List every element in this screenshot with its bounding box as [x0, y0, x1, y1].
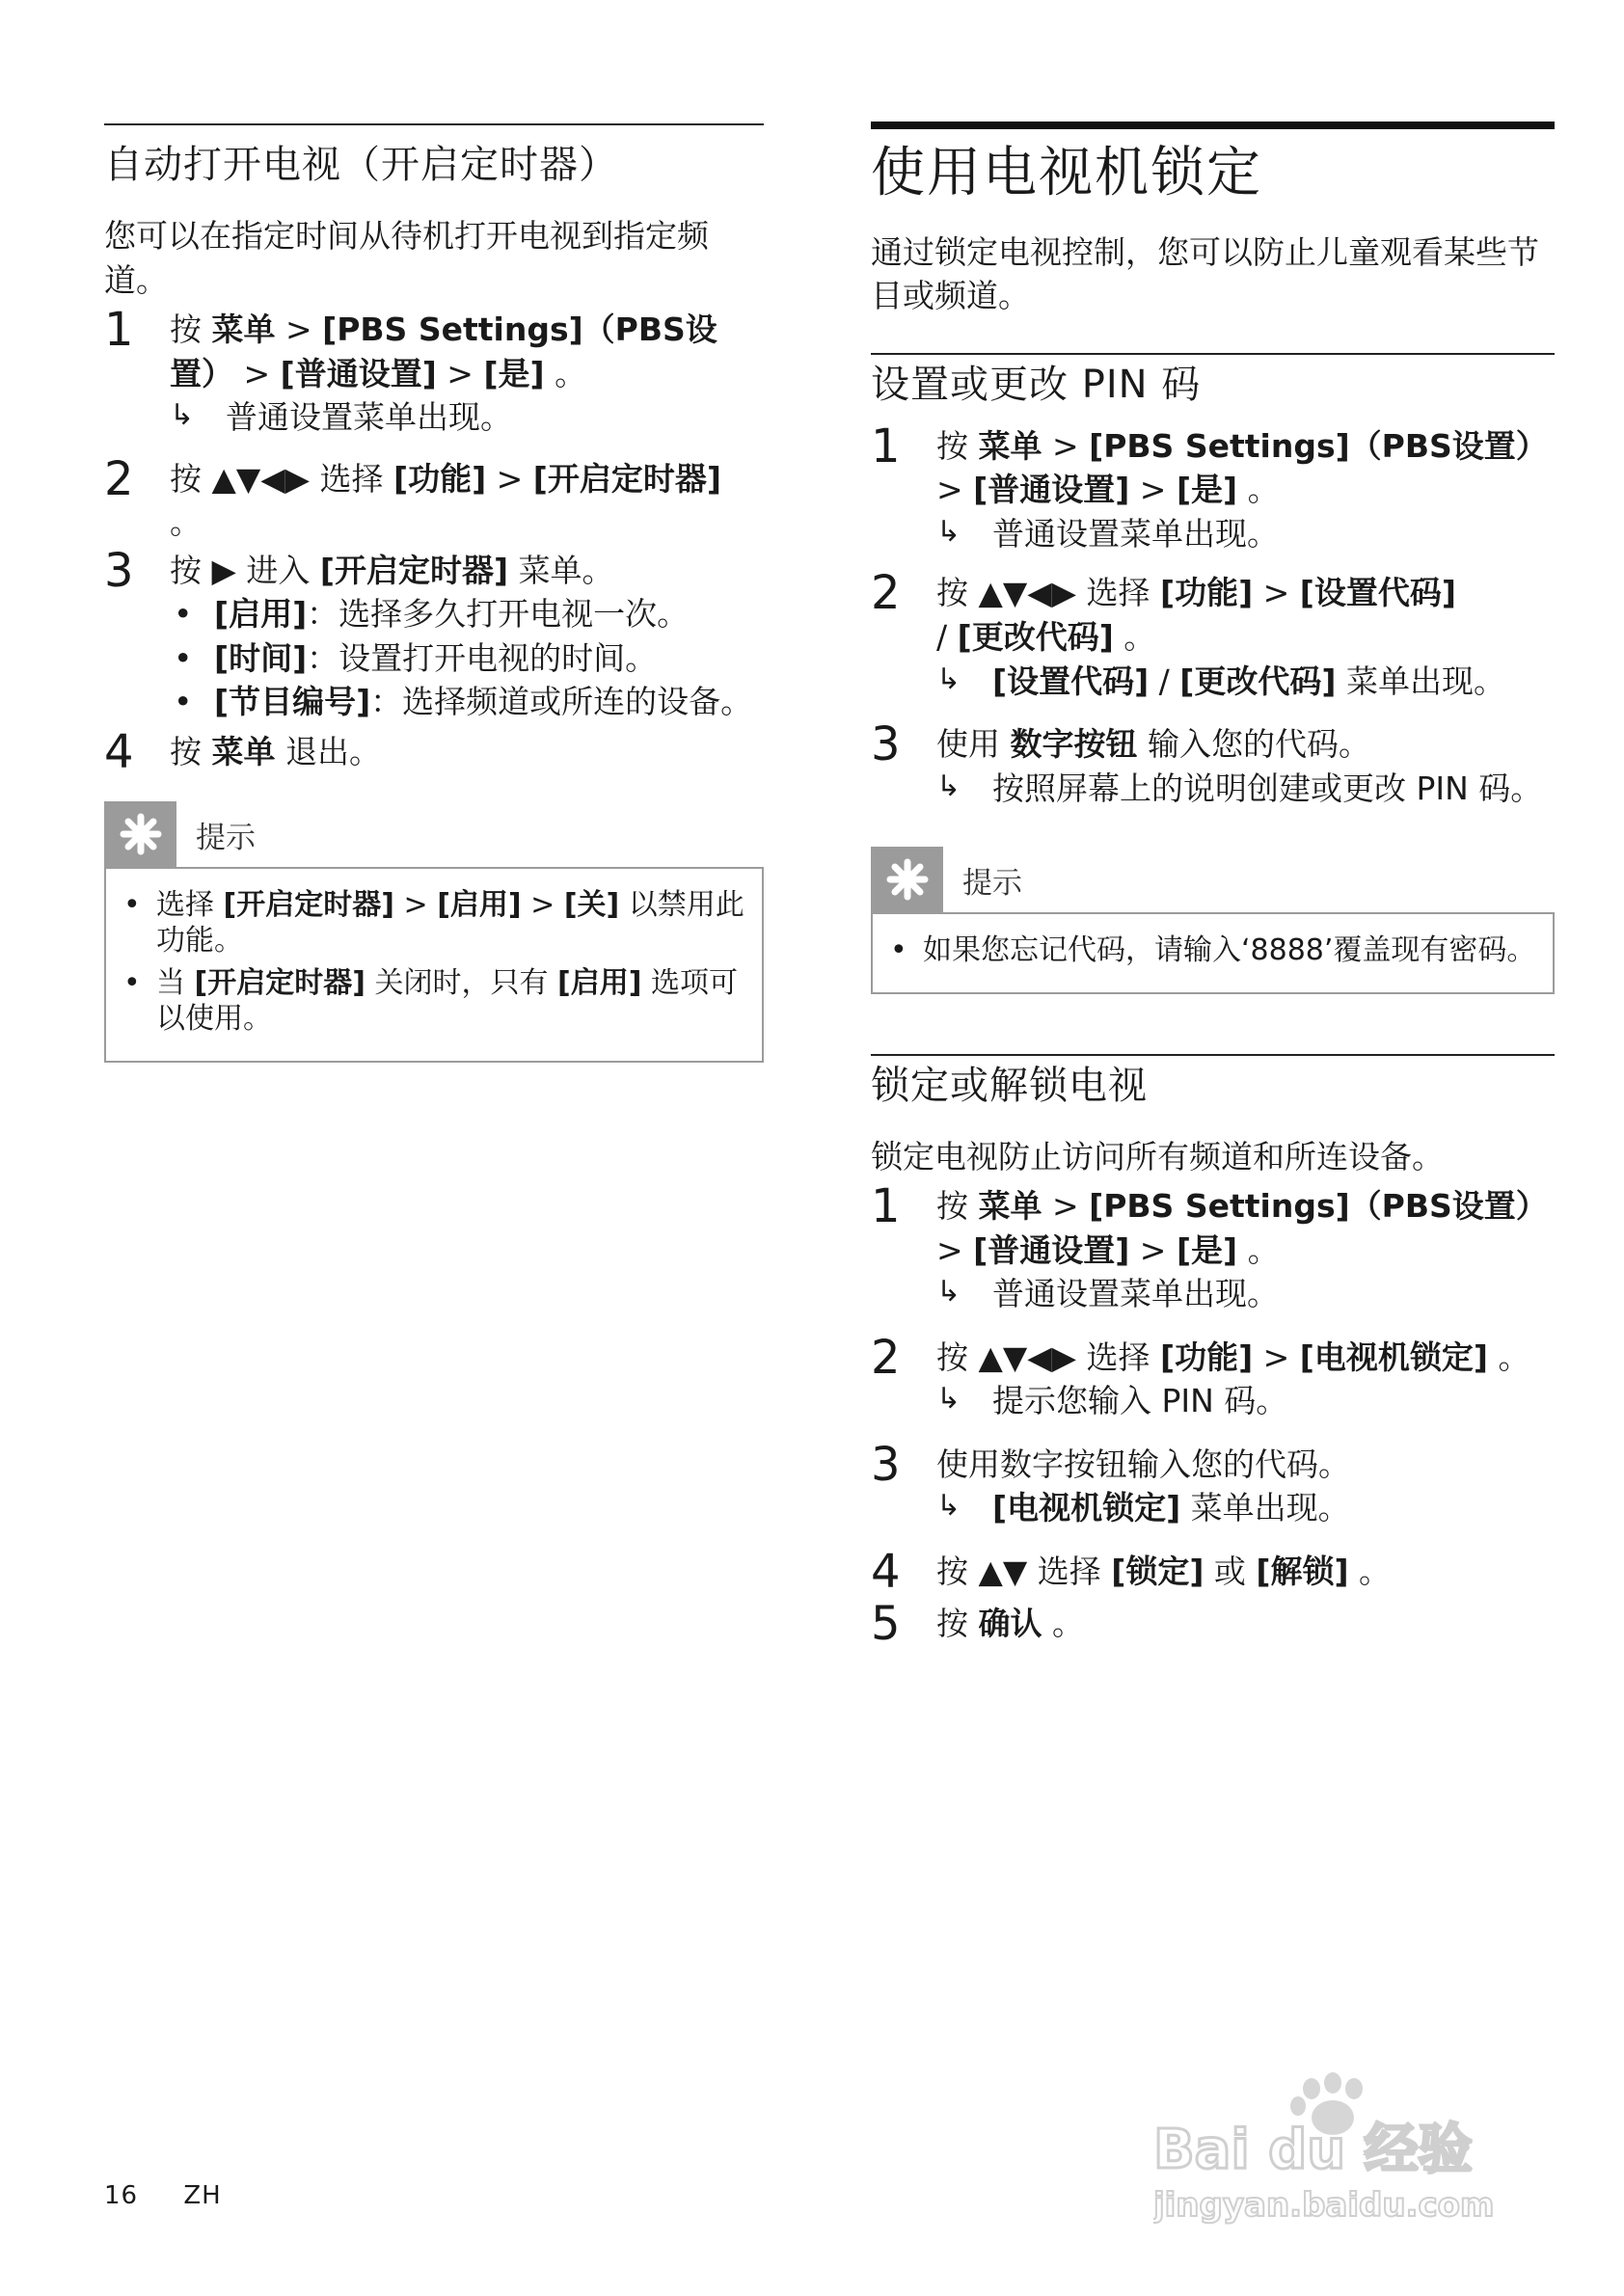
tip-asterisk-icon [871, 847, 943, 912]
tip-box [104, 801, 764, 1062]
section-title-lock: 锁定或解锁电视 [871, 1063, 1148, 1108]
tip-content [871, 912, 1555, 994]
step-3 [104, 543, 764, 724]
step-1 [871, 419, 1555, 556]
result-arrow-icon: ↳ [936, 1489, 961, 1524]
step-number: 1 [871, 1179, 901, 1234]
watermark-brand: Bai du 经验 [1153, 2119, 1473, 2181]
step-text: 按 菜单 退出。 [170, 732, 381, 770]
step-number: 4 [104, 724, 134, 779]
tip-header [104, 801, 764, 867]
result-arrow-icon: ↳ [936, 1382, 961, 1417]
step-2 [871, 1330, 1555, 1423]
option-list [170, 592, 764, 724]
section-rule [104, 123, 764, 125]
result-arrow-icon: ↳ [936, 1275, 961, 1310]
result-arrow-icon: ↳ [936, 662, 961, 696]
step-number: 2 [871, 566, 901, 621]
step-number: 3 [871, 717, 901, 772]
step-result: ↳ 普通设置菜单出现。 [170, 395, 764, 440]
tip-item: • 如果您忘记代码，请输入‘8888’覆盖现有密码。 [890, 933, 1536, 968]
chapter-rule [871, 122, 1555, 129]
section-rule [871, 1054, 1555, 1056]
section-rule [871, 353, 1555, 355]
result-arrow-icon: ↳ [936, 514, 961, 549]
step-result: ↳ 普通设置菜单出现。 [936, 512, 1555, 556]
step-text: 使用 数字按钮 输入您的代码。 ↳ 按照屏幕上的说明创建或更改 PIN 码。 [936, 720, 1555, 810]
step-2 [104, 451, 764, 545]
step-result: ↳ [设置代码] / [更改代码] 菜单出现。 [936, 660, 1555, 704]
tip-item: • 选择 [开启定时器] > [启用] > [关] 以禁用此功能。 [123, 888, 744, 958]
step-result: ↳ 提示您输入 PIN 码。 [936, 1379, 1555, 1423]
list-item: • [时间]：设置打开电视的时间。 [174, 638, 658, 677]
tip-label: 提示 [962, 865, 1022, 901]
step-result: ↳ 按照屏幕上的说明创建或更改 PIN 码。 [936, 767, 1555, 811]
step-4 [871, 1544, 1555, 1599]
step-4 [104, 724, 764, 779]
result-arrow-icon: ↳ [936, 769, 961, 803]
step-number: 2 [871, 1330, 901, 1385]
step-number: 2 [104, 451, 134, 506]
tip-label: 提示 [196, 820, 256, 855]
step-1 [104, 303, 764, 440]
step-text: 使用数字按钮输入您的代码。 ↳ [电视机锁定] 菜单出现。 [936, 1441, 1555, 1530]
step-number: 5 [871, 1597, 901, 1652]
page-number: 16 [104, 2181, 139, 2210]
chapter-intro: 通过锁定电视控制，您可以防止儿童观看某些节目或频道。 [871, 232, 1539, 315]
step-text: 按 菜单 > [PBS Settings]（PBS设置） > [普通设置] > [是] 。 ↳ 普通设置菜单出现。 [170, 306, 764, 440]
step-text: 按 菜单 > [PBS Settings]（PBS设置） > [普通设置] > [是] 。 ↳ 普通设置菜单出现。 [936, 1182, 1555, 1316]
section-intro: 锁定电视防止访问所有频道和所连设备。 [871, 1137, 1444, 1175]
tip-item: • 当 [开启定时器] 关闭时，只有 [启用] 选项可以使用。 [123, 966, 739, 1037]
step-1 [871, 1179, 1555, 1316]
language-code: ZH [183, 2181, 222, 2210]
step-number: 4 [871, 1544, 901, 1599]
step-text: 按 ▲▼◀▶ 选择 [功能] > [设置代码] / [更改代码] 。 ↳ [设置代码] / [更改代码] 菜单出现。 [936, 569, 1555, 703]
section-title-pin: 设置或更改 PIN 码 [871, 362, 1202, 407]
list-item: • [节目编号]：选择频道或所连的设备。 [174, 683, 753, 721]
tip-content [104, 867, 764, 1062]
section-intro: 您可以在指定时间从待机打开电视到指定频道。 [104, 217, 709, 299]
result-arrow-icon: ↳ [170, 398, 195, 433]
step-text: 按 菜单 > [PBS Settings]（PBS设置） > [普通设置] > [是] 。 ↳ 普通设置菜单出现。 [936, 422, 1555, 556]
step-3 [871, 1437, 1555, 1530]
step-text: 按 ▲▼ 选择 [锁定] 或 [解锁] 。 [936, 1552, 1392, 1590]
right-column [871, 122, 1555, 1652]
step-number: 1 [104, 303, 134, 358]
step-text: 按 ▶ 进入 [开启定时器] 菜单。 • [启用]：选择多久打开电视一次。 • [时间]：设置打开电视的时间。 • [节目编号]：选择频道或所连的设备。 [170, 547, 764, 724]
step-number: 3 [871, 1437, 901, 1492]
section-title-on-timer: 自动打开电视（开启定时器） [104, 143, 618, 187]
step-text: 按 ▲▼◀▶ 选择 [功能] > [开启定时器] 。 [170, 459, 721, 542]
baidu-watermark-logo [1153, 2071, 1558, 2226]
list-item: • [启用]：选择多久打开电视一次。 [174, 595, 690, 634]
chapter-title: 使用电视机锁定 [871, 142, 1262, 204]
step-number: 3 [104, 543, 134, 598]
page-footer [104, 2181, 258, 2210]
step-2 [871, 566, 1555, 703]
watermark-url: jingyan.baidu.com [1153, 2186, 1495, 2225]
left-column [104, 123, 764, 1063]
step-text: 按 确认 。 [936, 1605, 1084, 1643]
step-text: 按 ▲▼◀▶ 选择 [功能] > [电视机锁定] 。 ↳ 提示您输入 PIN 码。 [936, 1334, 1555, 1423]
step-result: ↳ 普通设置菜单出现。 [936, 1272, 1555, 1316]
tip-asterisk-icon [104, 801, 176, 867]
step-5 [871, 1597, 1555, 1652]
step-3 [871, 717, 1555, 810]
tip-header [871, 847, 1555, 912]
step-number: 1 [871, 419, 901, 473]
tip-box [871, 847, 1555, 994]
step-result: ↳ [电视机锁定] 菜单出现。 [936, 1486, 1555, 1530]
